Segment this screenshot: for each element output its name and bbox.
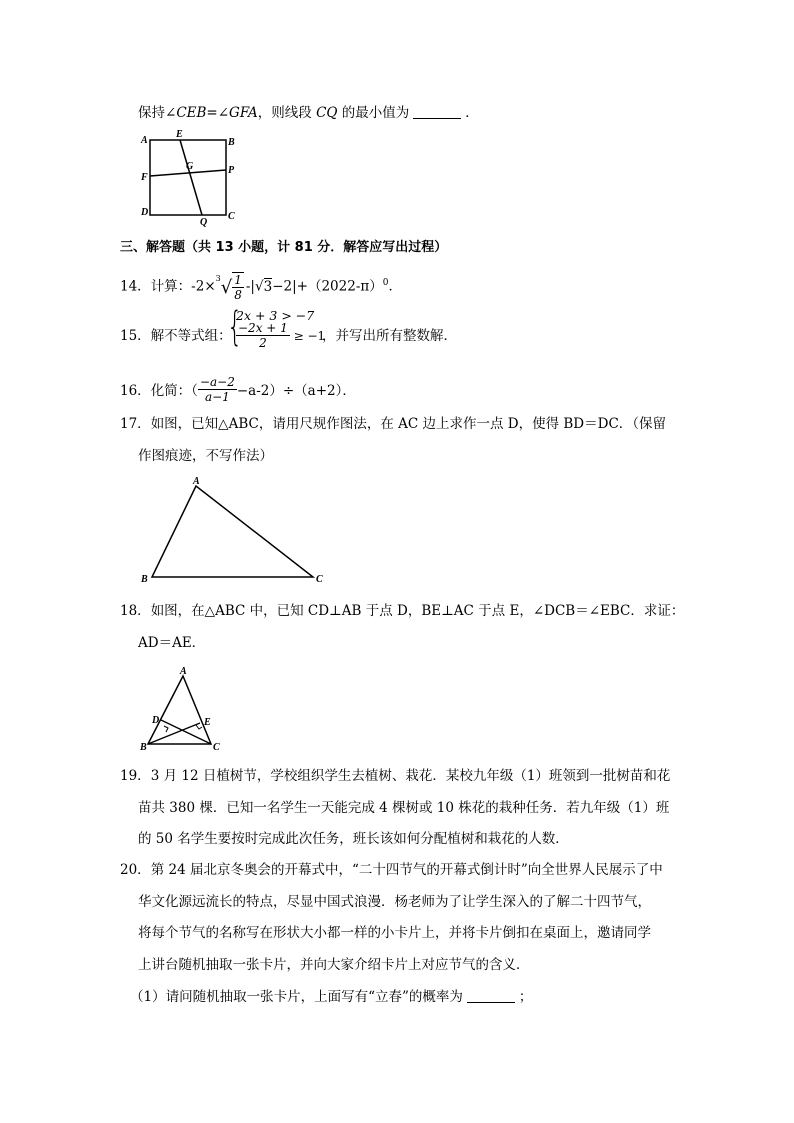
label-C: C bbox=[213, 742, 220, 753]
answer-blank[interactable] bbox=[467, 988, 515, 1003]
label-E: E bbox=[204, 717, 211, 728]
label-C: C bbox=[316, 574, 323, 585]
question-20-line3: 将每个节气的名称写在形状大小都一样的小卡片上，并将卡片倒扣在桌面上，邀请同学 bbox=[138, 925, 651, 941]
q13-figure bbox=[138, 128, 248, 228]
q17-triangle bbox=[138, 474, 338, 586]
question-18-line2: AD＝AE． bbox=[138, 635, 206, 651]
label-A: A bbox=[180, 666, 187, 677]
q15-suffix: ，并写出所有整数解． bbox=[322, 328, 457, 344]
label-B: B bbox=[141, 574, 148, 585]
label-B: B bbox=[140, 742, 147, 753]
label-G: G bbox=[186, 161, 194, 172]
question-19-line2: 苗共 380 棵．已知一名学生一天能完成 4 棵树或 10 株花的栽种任务．若九年级（1）班 bbox=[138, 800, 670, 816]
answer-blank[interactable] bbox=[413, 104, 461, 119]
brace: { bbox=[227, 304, 243, 350]
question-17-line2: 作图痕迹，不写作法） bbox=[138, 448, 273, 464]
label-A: A bbox=[141, 135, 148, 146]
question-19-line1: 19．3 月 12 日植树节，学校组织学生去植树、栽花．某校九年级（1）班领到一批树苗和花 bbox=[120, 768, 671, 784]
label-C: C bbox=[228, 211, 235, 222]
question-14: 14．计算：-2×$^3$√ $\frac{1}{8}$ $-|√3-2|+(2022-\pi)^0$． bbox=[120, 273, 402, 302]
label-E: E bbox=[176, 129, 183, 140]
q18-triangle bbox=[138, 664, 228, 754]
label-F: F bbox=[141, 172, 148, 183]
label-B: B bbox=[228, 137, 235, 148]
q13-text: 保持∠CEB=∠GFA，则线段 CQ 的最小值为 ． bbox=[138, 105, 479, 121]
label-D: D bbox=[152, 715, 160, 726]
question-20-line4: 上讲台随机抽取一张卡片，并向大家介绍卡片上对应节气的含义． bbox=[138, 957, 530, 973]
question-17-line1: 17．如图，已知△ABC，请用尺规作图法，在 AC 边上求作一点 D，使得 BD＝DC．（保留 bbox=[120, 416, 667, 432]
question-16: 16．化简：（ $\frac{-a-2}{a-1}$ −a-2）÷（a+2）． bbox=[120, 375, 356, 404]
ineq-2: $\frac{-2x + 1}{2}$ ≥ −1 bbox=[238, 321, 326, 350]
label-Q: Q bbox=[200, 217, 208, 228]
question-20-line1: 20．第 24 届北京冬奥会的开幕式中，“二十四节气的开幕式倒计时”向全世界人民展示了中 bbox=[120, 862, 663, 878]
ineq-1: 2x + 3 > −7 bbox=[236, 308, 315, 323]
question-18-line1: 18．如图，在△ABC 中，已知 CD⊥AB 于点 D，BE⊥AC 于点 E，∠DCB＝∠EBC．求证： bbox=[120, 603, 685, 619]
question-20-line2: 华文化源远流长的特点，尽显中国式浪漫．杨老师为了让学生深入的了解二十四节气， bbox=[138, 894, 651, 910]
question-19-line3: 的 50 名学生要按时完成此次任务，班长该如何分配植树和栽花的人数． bbox=[138, 831, 569, 847]
question-20-sub1: （1）请问随机抽取一张卡片，上面写有“立春”的概率为 ； bbox=[130, 989, 533, 1005]
label-D: D bbox=[141, 207, 149, 218]
label-P: P bbox=[228, 165, 235, 176]
section-title: 三、解答题（共 13 小题，计 81 分．解答应写出过程） bbox=[120, 240, 448, 255]
label-A: A bbox=[193, 476, 200, 487]
question-15-num: 15．解不等式组： bbox=[120, 328, 232, 344]
